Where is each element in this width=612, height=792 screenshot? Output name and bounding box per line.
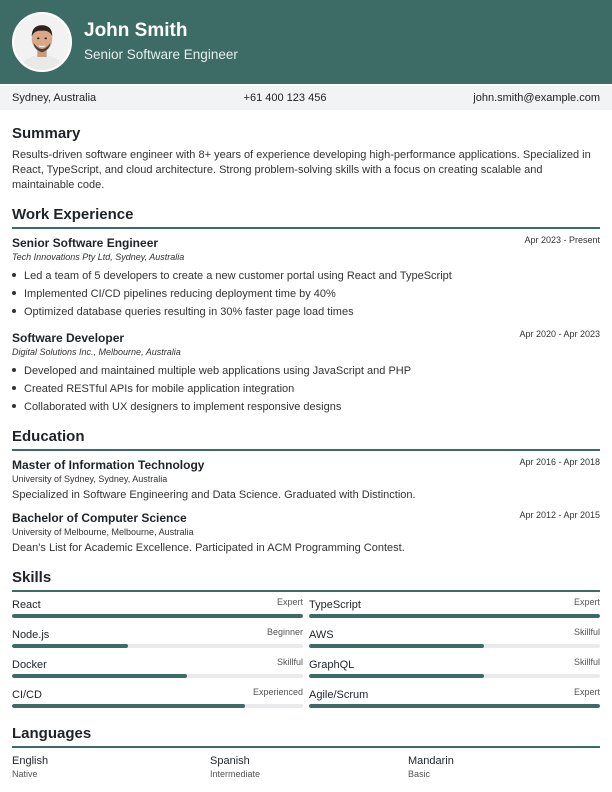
- language-item: [12, 755, 202, 780]
- degree-dates: Apr 2016 - Apr 2018: [519, 457, 600, 467]
- skill-bar: [309, 674, 600, 678]
- skill-bar: [12, 614, 303, 618]
- skill-item: [12, 627, 303, 653]
- skill-level: Expert: [276, 597, 303, 607]
- skill-bar-fill: [12, 644, 128, 648]
- skill-level: Expert: [573, 687, 600, 697]
- education-divider: [12, 449, 600, 451]
- summary-text: Results-driven software engineer with 8+ years of experience developing high-performance applications. Specialized in React, TypeScript, and cloud architecture. Strong problem-solving skills with a focus on creating scalable and maintainable code.: [12, 149, 591, 191]
- bullet-dot-icon: [12, 368, 16, 372]
- degree-note: Specialized in Software Engineering and Data Science. Graduated with Distinction.: [12, 489, 416, 501]
- job-dates: Apr 2020 - Apr 2023: [519, 329, 600, 339]
- job-company: Digital Solutions Inc., Melbourne, Australia: [12, 347, 181, 357]
- degree-school: University of Melbourne, Melbourne, Australia: [12, 527, 194, 537]
- resume-header: [0, 0, 612, 84]
- skill-level: Expert: [573, 597, 600, 607]
- skills-divider: [12, 590, 600, 592]
- bullet-dot-icon: [12, 291, 16, 295]
- skill-bar: [12, 704, 303, 708]
- skill-bar: [309, 704, 600, 708]
- skill-name: Agile/Scrum: [309, 689, 369, 701]
- languages-divider: [12, 746, 600, 748]
- skill-level: Skillful: [573, 657, 600, 667]
- degree-title: Master of Information Technology: [12, 458, 205, 472]
- avatar: [12, 12, 72, 72]
- skill-bar-fill: [309, 614, 600, 618]
- bullet-dot-icon: [12, 309, 16, 313]
- job-bullet: Led a team of 5 developers to create a new customer portal using React and TypeScript: [12, 270, 452, 283]
- job-title: Senior Software Engineer: [12, 236, 159, 250]
- summary-heading: Summary: [12, 125, 81, 142]
- job-bullet: Developed and maintained multiple web applications using JavaScript and PHP: [12, 365, 411, 378]
- skill-name: React: [12, 599, 41, 611]
- education-heading: Education: [12, 428, 85, 445]
- job-bullet: Collaborated with UX designers to implement responsive designs: [12, 401, 341, 414]
- skill-item: [309, 657, 600, 683]
- skill-bar: [309, 644, 600, 648]
- profile-photo: [14, 14, 70, 70]
- work-heading: Work Experience: [12, 206, 134, 223]
- skill-name: Node.js: [12, 629, 50, 641]
- skill-bar-fill: [12, 704, 245, 708]
- skill-level: Experienced: [252, 687, 303, 697]
- language-level: Intermediate: [210, 769, 261, 779]
- skill-name: AWS: [309, 629, 334, 641]
- degree-title: Bachelor of Computer Science: [12, 511, 187, 525]
- skill-bar: [309, 614, 600, 618]
- skill-bar-fill: [309, 704, 600, 708]
- bullet-dot-icon: [12, 404, 16, 408]
- skill-item: [12, 657, 303, 683]
- job-company: Tech Innovations Pty Ltd, Sydney, Australia: [12, 252, 185, 262]
- contact-bar: [0, 86, 612, 110]
- language-item: [210, 755, 400, 780]
- job-bullet: Optimized database queries resulting in 30% faster page load times: [12, 306, 354, 319]
- skill-name: TypeScript: [309, 599, 361, 611]
- language-level: Basic: [408, 769, 431, 779]
- skill-item: [12, 687, 303, 713]
- skill-item: [309, 627, 600, 653]
- candidate-headline: Senior Software Engineer: [84, 47, 238, 62]
- degree-school: University of Sydney, Sydney, Australia: [12, 474, 168, 484]
- skill-bar-fill: [12, 614, 303, 618]
- skill-bar: [12, 644, 303, 648]
- skill-bar-fill: [12, 674, 187, 678]
- degree-dates: Apr 2012 - Apr 2015: [519, 510, 600, 520]
- language-name: Spanish: [210, 755, 250, 767]
- work-divider: [12, 227, 600, 229]
- language-name: Mandarin: [408, 755, 454, 767]
- job-dates: Apr 2023 - Present: [524, 235, 600, 245]
- language-level: Native: [12, 769, 38, 779]
- contact-phone[interactable]: +61 400 123 456: [243, 92, 327, 104]
- skill-level: Skillful: [573, 627, 600, 637]
- job-bullet: Implemented CI/CD pipelines reducing deployment time by 40%: [12, 288, 336, 301]
- skill-name: Docker: [12, 659, 47, 671]
- skill-level: Skillful: [276, 657, 303, 667]
- bullet-dot-icon: [12, 386, 16, 390]
- skill-bar-fill: [309, 674, 484, 678]
- skill-name: GraphQL: [309, 659, 355, 671]
- contact-email[interactable]: john.smith@example.com: [473, 92, 600, 104]
- skill-level: Beginner: [266, 627, 303, 637]
- degree-note: Dean's List for Academic Excellence. Participated in ACM Programming Contest.: [12, 542, 405, 554]
- job-title: Software Developer: [12, 331, 125, 345]
- bullet-dot-icon: [12, 273, 16, 277]
- skill-name: CI/CD: [12, 689, 42, 701]
- languages-heading: Languages: [12, 725, 92, 742]
- job-bullet: Created RESTful APIs for mobile application integration: [12, 383, 294, 396]
- language-item: [408, 755, 598, 780]
- skill-item: [12, 597, 303, 623]
- skill-item: [309, 597, 600, 623]
- candidate-name: John Smith: [84, 20, 188, 41]
- skills-heading: Skills: [12, 569, 52, 586]
- skill-bar: [12, 674, 303, 678]
- language-name: English: [12, 755, 49, 767]
- skill-item: [309, 687, 600, 713]
- contact-location: Sydney, Australia: [12, 92, 97, 104]
- skill-bar-fill: [309, 644, 484, 648]
